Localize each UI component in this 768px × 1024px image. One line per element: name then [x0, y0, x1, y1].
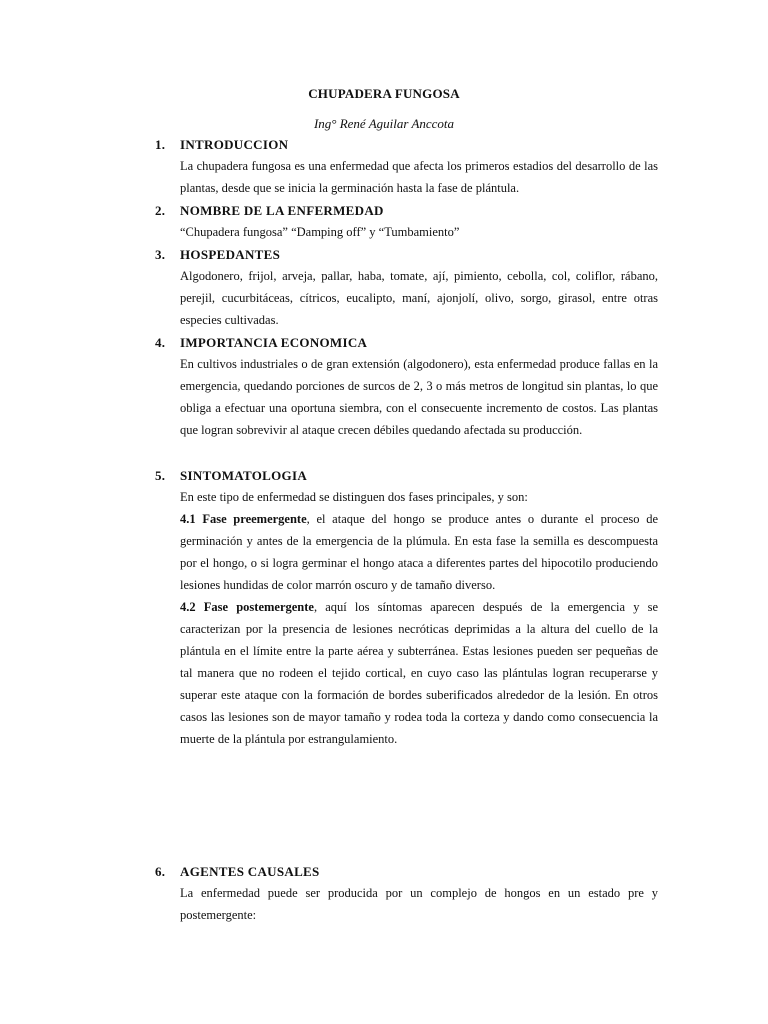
section-body	[180, 155, 658, 199]
subsection-label: 4.2 Fase postemergente	[180, 600, 314, 614]
section-hospedantes	[155, 245, 660, 331]
section-title: IMPORTANCIA ECONOMICA	[180, 335, 368, 350]
section-number: 1.	[155, 137, 166, 152]
subsection-text: , el ataque del hongo se produce antes o durante el proceso de germinación y antes de la emergencia de la plúmula. En esta fase la semilla es descompuesta por el hongo, o si logra germinar el hongo ataca a diferentes partes del hipocotilo produciendo lesiones hundidas de color marrón oscuro y de tamaño diverso.	[180, 512, 658, 592]
section-title: NOMBRE DE LA ENFERMEDAD	[180, 203, 384, 218]
section-heading	[155, 333, 660, 353]
section-number: 3.	[155, 247, 166, 262]
subsection-postemergente	[180, 596, 658, 750]
section-heading	[155, 135, 660, 155]
subsection-preemergente	[180, 508, 658, 596]
paragraph: La chupadera fungosa es una enfermedad que afecta los primeros estadios del desarrollo de las plantas, desde que se inicia la germinación hasta la fase de plántula.	[180, 159, 658, 195]
section-heading	[155, 245, 660, 265]
paragraph: “Chupadera fungosa” “Damping off” y “Tumbamiento”	[180, 225, 460, 239]
section-number: 2.	[155, 203, 166, 218]
section-number: 5.	[155, 468, 166, 483]
paragraph: Algodonero, frijol, arveja, pallar, haba, tomate, ají, pimiento, cebolla, col, coliflor, rábano, perejil, cucurbitáceas, cítricos, eucalipto, maní, ajonjolí, olivo, sorgo, girasol, entre otras especies cultivadas.	[180, 269, 658, 327]
subsection-label: 4.1 Fase preemergente	[180, 512, 307, 526]
section-sintomatologia	[155, 466, 660, 750]
document-title: CHUPADERA FUNGOSA	[308, 86, 460, 101]
section-number: 4.	[155, 335, 166, 350]
section-title: AGENTES CAUSALES	[180, 864, 320, 879]
section-heading	[155, 862, 660, 882]
subsection-text: , aquí los síntomas aparecen después de la emergencia y se caracterizan por la presencia de lesiones necróticas deprimidas a la altura del cuello de la plántula en el límite entre la parte aérea y subterránea. Estas lesiones pueden ser pequeñas de tal manera que no rodeen el tejido cortical, en cuyo caso las plántulas logran recuperarse y superar este ataque con la formación de bordes suberificados alrededor de la lesión. En otros casos las lesiones son de mayor tamaño y rodea toda la corteza y dando como consecuencia la muerte de la plántula por estrangulamiento.	[180, 600, 659, 746]
paragraph: La enfermedad puede ser producida por un complejo de hongos en un estado pre y postemergente:	[180, 886, 658, 922]
section-body	[180, 882, 658, 926]
section-number: 6.	[155, 864, 166, 879]
section-title: INTRODUCCION	[180, 137, 289, 152]
section-heading	[155, 201, 660, 221]
document-author: Ing° René Aguilar Anccota	[313, 116, 455, 131]
section-body	[180, 221, 658, 243]
section-agentes-causales	[155, 862, 660, 926]
section-body	[180, 265, 658, 331]
section-title: SINTOMATOLOGIA	[180, 468, 308, 483]
section-body	[180, 486, 658, 750]
section-heading	[155, 466, 660, 486]
section-nombre-enfermedad	[155, 201, 660, 243]
section-body	[180, 353, 658, 441]
paragraph: En cultivos industriales o de gran extensión (algodonero), esta enfermedad produce fallas en la emergencia, quedando porciones de surcos de 2, 3 o más metros de longitud sin plantas, lo que obliga a efectuar una oportuna siembra, con el consecuente incremento de costos. Las plantas que logran sobrevivir al ataque crecen débiles quedando afectada su producción.	[180, 357, 658, 437]
section-title: HOSPEDANTES	[180, 247, 281, 262]
section-importancia-economica	[155, 333, 660, 441]
section-introduccion	[155, 135, 660, 199]
paragraph: En este tipo de enfermedad se distinguen dos fases principales, y son:	[180, 490, 528, 504]
